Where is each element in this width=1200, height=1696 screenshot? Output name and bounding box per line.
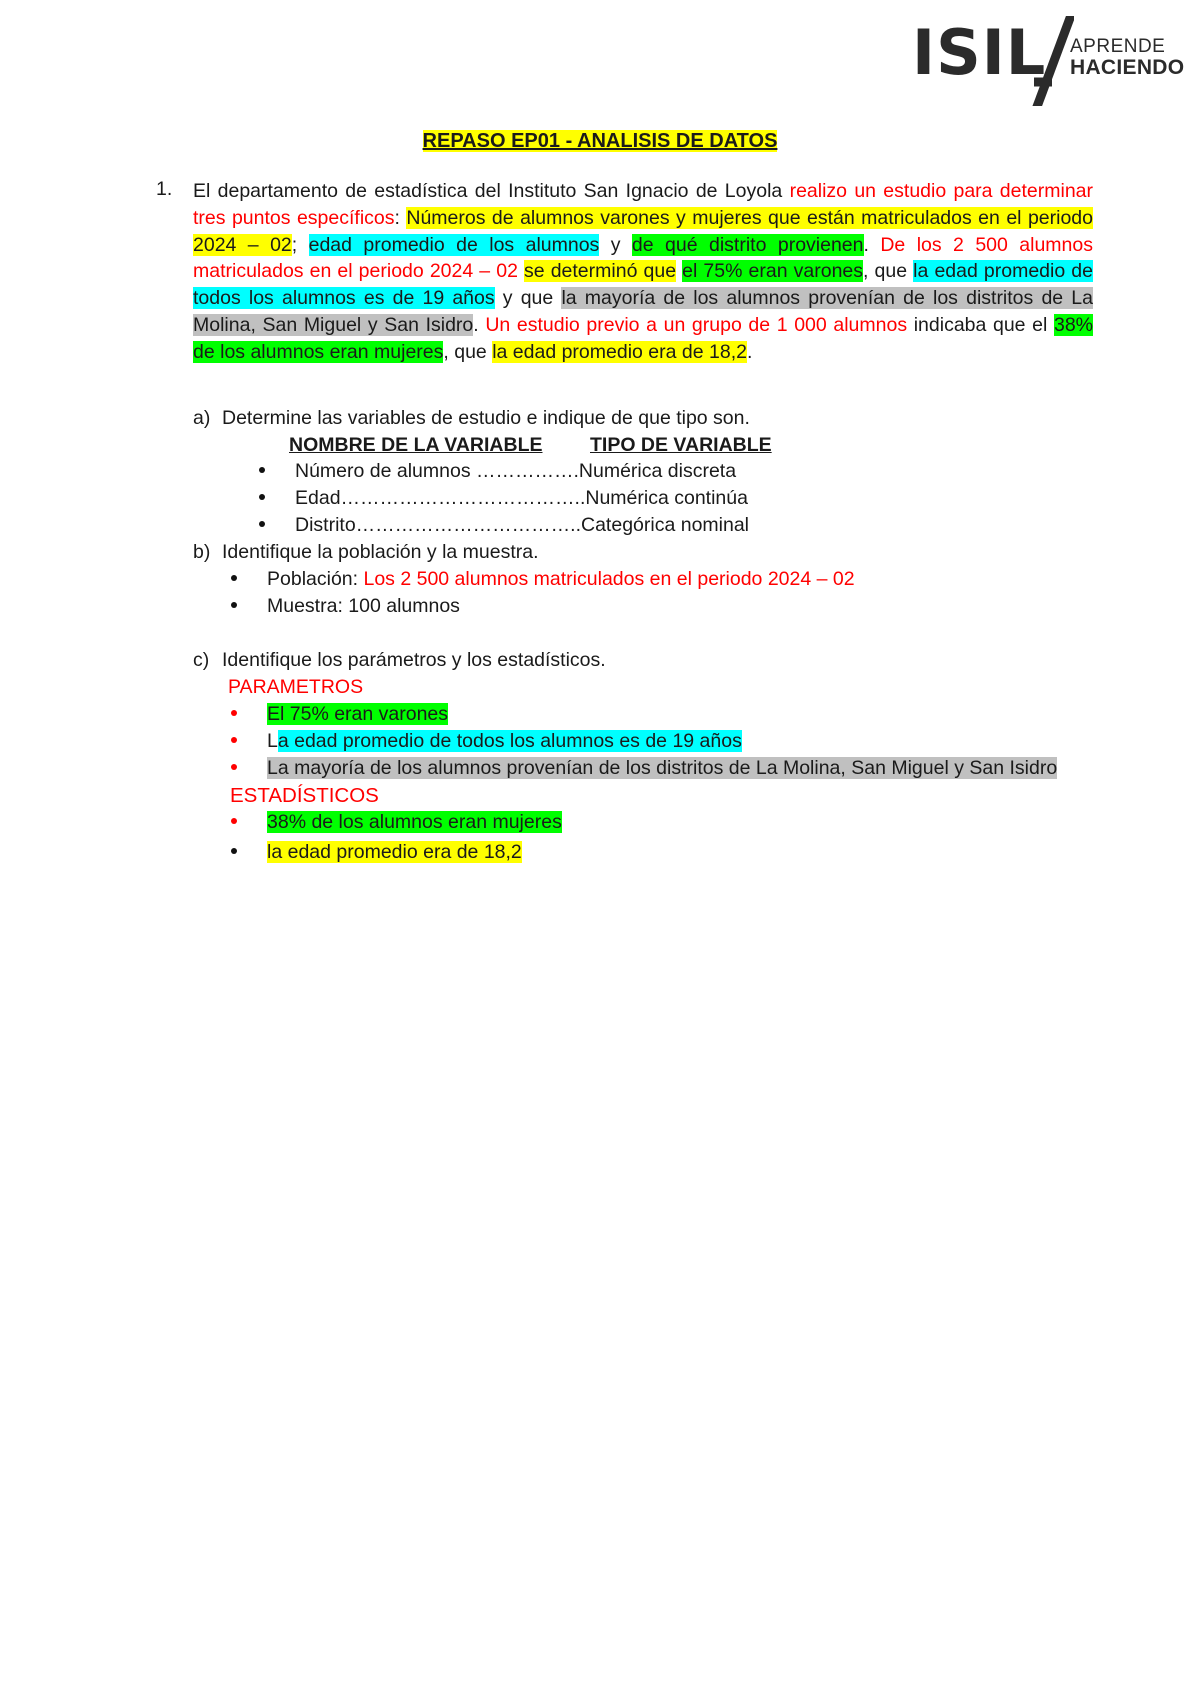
part-c-question: Identifique los parámetros y los estadísticos. — [222, 649, 606, 671]
para-text: . — [863, 233, 881, 256]
parametros-heading: PARAMETROS — [228, 676, 364, 698]
isil-logo — [912, 14, 1185, 106]
para-highlight-green: 38% de los alumnos eran mujeres — [193, 313, 1093, 363]
main-paragraph — [193, 178, 1093, 366]
bullet-icon — [231, 602, 237, 608]
bullet-icon — [231, 737, 237, 743]
para-text: . — [746, 340, 753, 363]
para-text: El departamento de estadística del Instituto San Ignacio de Loyola — [193, 180, 790, 202]
para-text: ; — [291, 233, 309, 256]
list-number: 1. — [156, 178, 173, 200]
parametro-item — [267, 729, 742, 753]
variable-name-header: NOMBRE DE LA VARIABLE — [289, 434, 543, 456]
logo-tagline-1: APRENDE — [1070, 36, 1166, 57]
part-c-label: c) — [193, 649, 210, 671]
bullet-icon — [231, 818, 237, 824]
document-title-wrapper — [0, 130, 1200, 153]
para-text: , que — [863, 260, 914, 283]
logo-slash-graphic — [1030, 16, 1074, 106]
part-b-label: b) — [193, 541, 211, 563]
parametro-text: L — [267, 730, 278, 752]
para-highlight-cyan: edad promedio de los alumnos — [308, 233, 600, 256]
estadistico-text: 38% de los alumnos eran mujeres — [267, 811, 562, 833]
para-red-text: De los 2 500 alumnos matriculados en el periodo 2024 – 02 — [193, 233, 1093, 283]
para-text: , que — [443, 340, 493, 363]
para-highlight-green: el 75% eran varones — [682, 260, 864, 283]
para-highlight-gray: la mayoría de los alumnos provenían de los distritos de La Molina, San Miguel y San Isidro — [193, 287, 1093, 336]
logo-mark: ISIL — [912, 16, 1047, 89]
estadistico-item — [267, 840, 522, 864]
variable-row: Distrito……………………………..Categórica nominal — [295, 514, 750, 536]
para-text: y que — [494, 287, 562, 310]
para-text: indicaba que el — [907, 313, 1054, 336]
para-text: y — [599, 233, 632, 256]
bullet-icon — [259, 494, 265, 500]
document-title: REPASO EP01 - ANALISIS DE DATOS — [422, 130, 778, 152]
parametro-text: El 75% eran varones — [267, 703, 449, 725]
part-a-label: a) — [193, 407, 211, 429]
parametro-item — [267, 702, 448, 726]
para-text: . — [473, 313, 486, 336]
bullet-icon — [231, 848, 237, 854]
estadistico-item — [267, 810, 562, 834]
para-red-text: Un estudio previo a un grupo de 1 000 alumnos — [485, 313, 908, 336]
poblacion-value: Los 2 500 alumnos matriculados en el periodo 2024 – 02 — [363, 568, 855, 590]
para-text: : — [394, 206, 407, 229]
bullet-icon — [259, 521, 265, 527]
para-highlight-green: de qué distrito provienen — [631, 233, 864, 256]
bullet-icon — [231, 575, 237, 581]
estadisticos-heading: ESTADÍSTICOS — [230, 784, 379, 807]
parametro-item — [267, 756, 1057, 780]
variable-row: Número de alumnos …………….Numérica discreta — [295, 460, 737, 482]
part-a-question: Determine las variables de estudio e indique de que tipo son. — [222, 407, 750, 429]
variable-type-header: TIPO DE VARIABLE — [590, 434, 772, 456]
bullet-icon — [259, 467, 265, 473]
para-highlight-yellow: se determinó que — [524, 260, 677, 283]
bullet-icon — [231, 710, 237, 716]
parametro-text: La mayoría de los alumnos provenían de los distritos de La Molina, San Miguel y San Isidro — [267, 757, 1058, 779]
logo-tagline-2: HACIENDO — [1070, 56, 1185, 79]
para-red-text: realizo un estudio para determinar tres puntos específicos — [193, 180, 1094, 229]
bullet-icon — [231, 764, 237, 770]
part-b-question: Identifique la población y la muestra. — [222, 541, 539, 563]
poblacion-item — [267, 567, 855, 591]
muestra-item: Muestra: 100 alumnos — [267, 595, 460, 617]
parametro-text: a edad promedio de todos los alumnos es de 19 años — [277, 730, 742, 752]
poblacion-label: Población: — [267, 568, 364, 590]
variable-row: Edad………………………………..Numérica continúa — [295, 487, 748, 509]
para-highlight-cyan: la edad promedio de todos los alumnos es de 19 años — [193, 260, 1093, 310]
para-highlight-yellow: Números de alumnos varones y mujeres que están matriculados en el periodo 2024 – 02 — [193, 206, 1093, 256]
estadistico-text: la edad promedio era de 18,2 — [267, 841, 522, 863]
para-highlight-yellow: la edad promedio era de 18,2 — [492, 340, 747, 363]
